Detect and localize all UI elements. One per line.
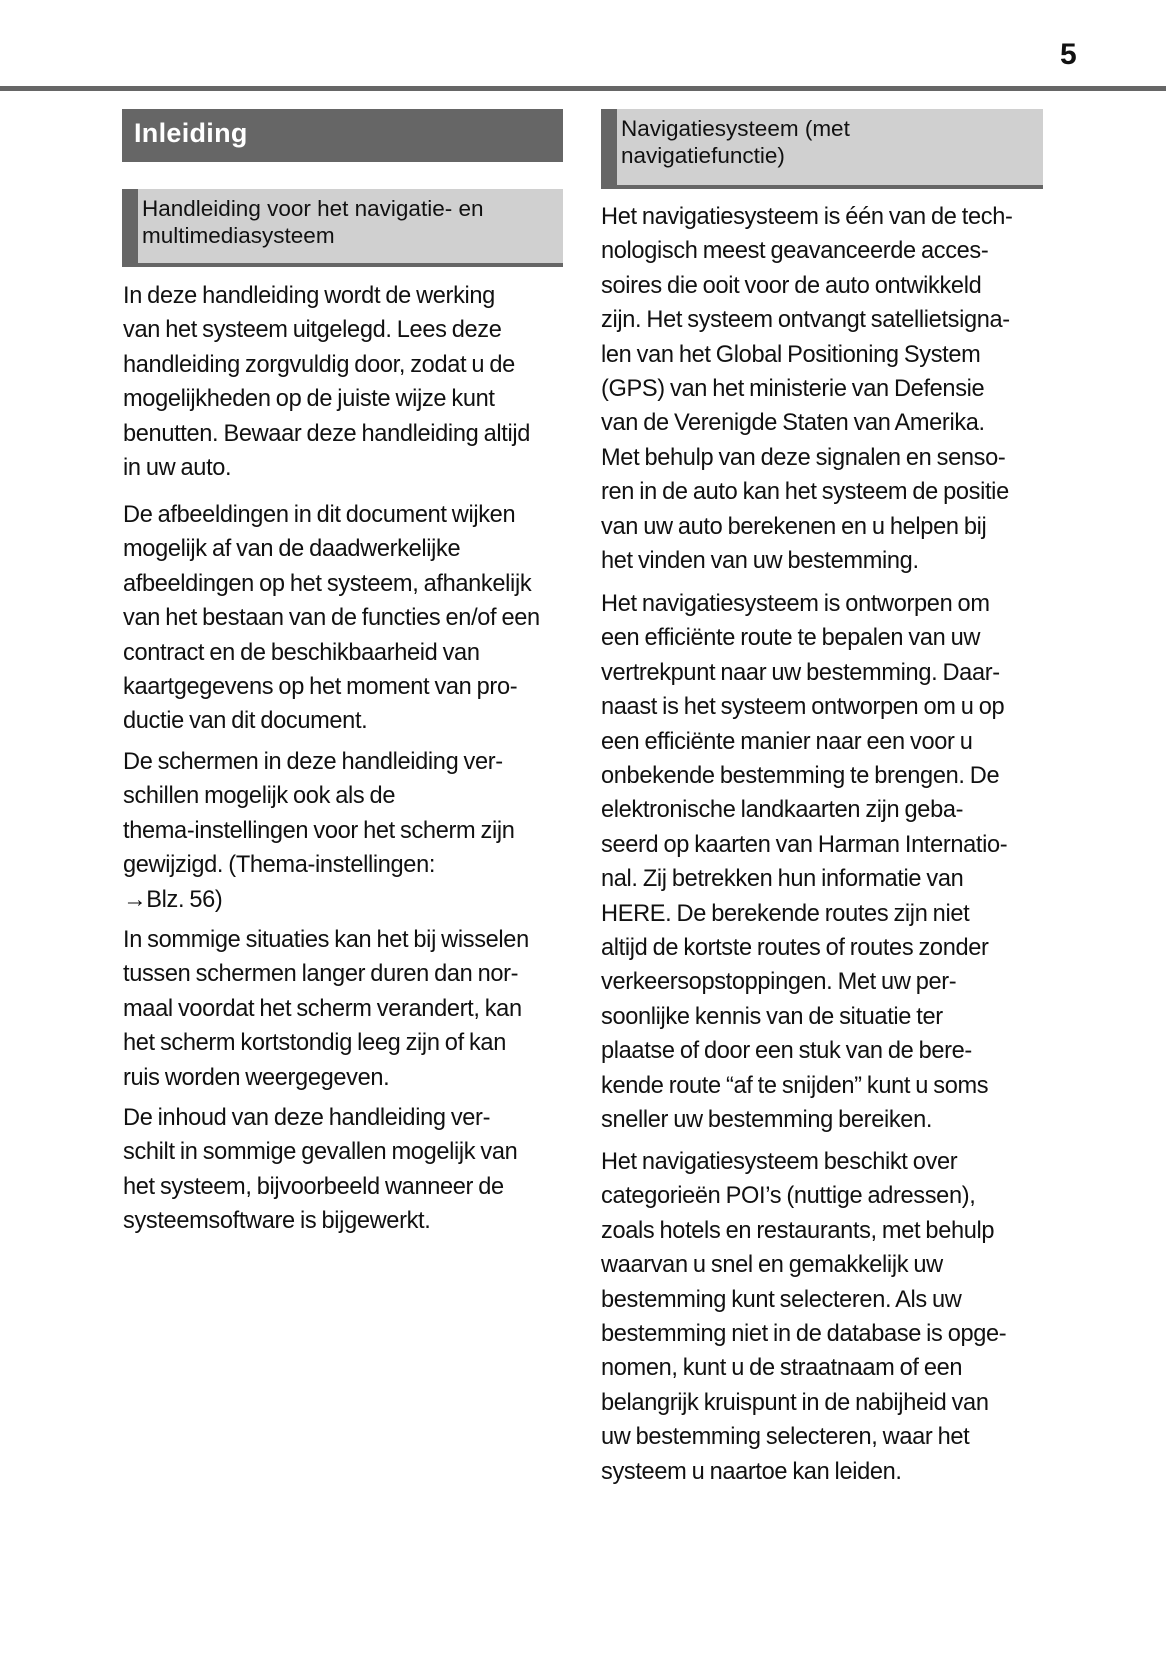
text-line: kaartgegevens op het moment van pro- — [123, 674, 518, 701]
subheading-line: Handleiding voor het navigatie- en — [142, 196, 484, 221]
text-line: soonlijke kennis van de situatie ter — [601, 1003, 943, 1030]
text-line: tussen schermen langer duren dan nor- — [123, 961, 519, 988]
text-line: vertrekpunt naar uw bestemming. Daar- — [601, 659, 1000, 686]
text-line: schilt in sommige gevallen mogelijk van — [123, 1139, 518, 1166]
text-line: van uw auto berekenen en u helpen bij — [601, 513, 987, 540]
text-line: belangrijk kruispunt in de nabijheid van — [601, 1389, 989, 1416]
subheading-line: multimediasysteem — [142, 223, 335, 248]
text-line: Het navigatiesysteem is ontworpen om — [601, 591, 990, 617]
subheading-navigatiesysteem — [601, 109, 1043, 189]
paragraph-intro — [123, 279, 573, 485]
text-line: van de Verenigde Staten van Amerika. — [601, 410, 985, 437]
paragraph-afbeeldingen — [123, 498, 573, 739]
paragraph-poi — [601, 1145, 1051, 1489]
text-line: categorieën POI’s (nuttige adressen), — [601, 1183, 976, 1210]
paragraph-schermen — [123, 745, 573, 917]
text-line: een efficiënte manier naar een voor u — [601, 728, 973, 755]
subheading-line: Navigatiesysteem (met — [621, 116, 850, 141]
page-reference-link[interactable]: →Blz. 56) — [123, 886, 223, 913]
text-line: van het bestaan van de functies en/of een — [123, 605, 540, 632]
text-line: systeem u naartoe kan leiden. — [601, 1458, 902, 1485]
text-line: bestemming niet in de database is opge- — [601, 1321, 1007, 1348]
text-line: gewijzigd. (Thema-instellingen: — [123, 852, 436, 879]
text-line: het scherm kortstondig leeg zijn of kan — [123, 1030, 506, 1057]
paragraph-inhoud — [123, 1101, 573, 1239]
text-line: len van het Global Positioning System — [601, 341, 981, 368]
text-line: benutten. Bewaar deze handleiding altijd — [123, 420, 530, 447]
text-line: systeemsoftware is bijgewerkt. — [123, 1208, 431, 1235]
text-line: ruis worden weergegeven. — [123, 1064, 390, 1091]
text-line: een efficiënte route te bepalen van uw — [601, 625, 981, 652]
page-number: 5 — [1060, 38, 1077, 71]
subheading-handleiding — [122, 189, 563, 267]
text-line: plaatse of door een stuk van de bere- — [601, 1038, 972, 1065]
text-line: HERE. De berekende routes zijn niet — [601, 900, 970, 927]
text-line: seerd op kaarten van Harman Internatio- — [601, 831, 1008, 858]
text-line: nomen, kunt u de straatnaam of een — [601, 1355, 963, 1382]
text-line: elektronische landkaarten zijn geba- — [601, 797, 964, 824]
text-line: van het systeem uitgelegd. Lees deze — [123, 317, 502, 344]
text-line: thema-instellingen voor het scherm zijn — [123, 817, 515, 844]
text-line: mogelijk af van de daadwerkelijke — [123, 536, 461, 563]
text-line: in uw auto. — [123, 455, 232, 482]
text-line: De inhoud van deze handleiding ver- — [123, 1105, 491, 1131]
text-line: Het navigatiesysteem is één van de tech- — [601, 204, 1013, 230]
subheading-line: navigatiefunctie) — [621, 143, 785, 168]
paragraph-route — [601, 587, 1051, 1138]
text-line: Het navigatiesysteem beschikt over — [601, 1149, 958, 1175]
text-line: bestemming kunt selecteren. Als uw — [601, 1286, 962, 1313]
text-line: De afbeeldingen in dit document wijken — [123, 502, 516, 528]
header-rule — [0, 86, 1166, 91]
text-line: het systeem, bijvoorbeeld wanneer de — [123, 1173, 504, 1200]
text-line: handleiding zorgvuldig door, zodat u de — [123, 351, 515, 378]
paragraph-gps — [601, 200, 1051, 578]
text-line: zijn. Het systeem ontvangt satellietsigna- — [601, 307, 1010, 334]
text-line: naast is het systeem ontworpen om u op — [601, 694, 1005, 721]
text-line: mogelijkheden op de juiste wijze kunt — [123, 386, 495, 413]
text-line: waarvan u snel en gemakkelijk uw — [601, 1252, 943, 1279]
text-line: De schermen in deze handleiding ver- — [123, 749, 503, 775]
text-line: zoals hotels en restaurants, met behulp — [601, 1217, 995, 1244]
text-line: kende route “af te snijden” kunt u soms — [601, 1072, 989, 1099]
paragraph-situaties — [123, 923, 573, 1095]
text-line: nologisch meest geavanceerde acces- — [601, 238, 989, 265]
text-line: onbekende bestemming te brengen. De — [601, 763, 1000, 790]
text-line: maal voordat het scherm verandert, kan — [123, 995, 522, 1022]
text-line: (GPS) van het ministerie van Defensie — [601, 376, 985, 403]
section-title-inleiding: Inleiding — [122, 109, 563, 162]
text-line: nal. Zij betrekken hun informatie van — [601, 866, 964, 893]
text-line: In sommige situaties kan het bij wisselen — [123, 927, 529, 953]
text-line: verkeersopstoppingen. Met uw per- — [601, 969, 957, 996]
text-line: schillen mogelijk ook als de — [123, 783, 396, 810]
text-line: afbeeldingen op het systeem, afhankelijk — [123, 570, 532, 597]
text-line: soires die ooit voor de auto ontwikkeld — [601, 272, 982, 299]
text-line: Met behulp van deze signalen en senso- — [601, 444, 1006, 471]
text-line: het vinden van uw bestemming. — [601, 548, 919, 575]
text-line: uw bestemming selecteren, waar het — [601, 1424, 970, 1451]
text-line: contract en de beschikbaarheid van — [123, 639, 480, 666]
text-line: ductie van dit document. — [123, 708, 368, 735]
text-line: In deze handleiding wordt de werking — [123, 283, 495, 309]
text-line: altijd de kortste routes of routes zonder — [601, 935, 989, 962]
text-line: sneller uw bestemming bereiken. — [601, 1107, 933, 1134]
text-line: ren in de auto kan het systeem de positie — [601, 479, 1009, 506]
